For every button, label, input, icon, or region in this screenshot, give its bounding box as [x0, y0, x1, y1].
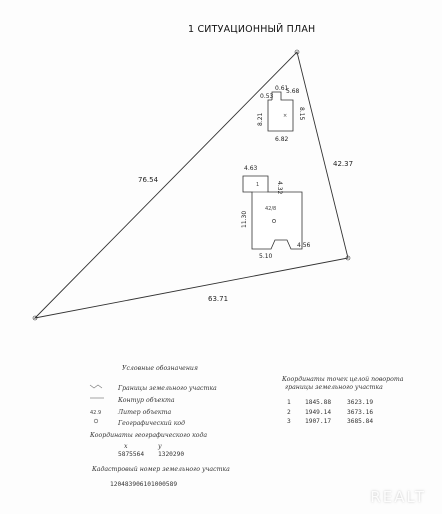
coords-heading-2: границы земельного участка: [285, 384, 383, 391]
legend-item-contour: Контур объекта: [118, 397, 175, 404]
b1-top-a: 0.53: [260, 93, 274, 100]
cadastral-heading: Кадастровый номер земельного участка: [92, 466, 230, 473]
page-title: 1 СИТУАЦИОННЫЙ ПЛАН: [188, 24, 316, 35]
geo-x-value: 5875564: [118, 451, 145, 458]
row-3-n: 3: [287, 418, 291, 425]
legend-symbols: [90, 385, 104, 423]
coords-heading-1: Координаты точек целой поворота: [282, 376, 404, 383]
legend-geo-symbol: [94, 419, 98, 423]
watermark-logo: REALT: [370, 488, 426, 506]
b1-top-c: 5.68: [286, 88, 300, 95]
row-3-x: 1907.17: [305, 418, 332, 425]
b1-left: 8.21: [257, 112, 264, 126]
b2-top: 4.63: [244, 165, 258, 172]
side-left-length: 76.54: [138, 176, 159, 184]
legend-liter-symbol: 42.9: [90, 410, 102, 416]
legend-item-boundary: Границы земельного участка: [118, 385, 217, 392]
b2-left: 11.30: [241, 210, 248, 228]
row-1-y: 3623.19: [347, 399, 374, 406]
row-3-y: 3685.84: [347, 418, 374, 425]
legend-item-liter: Литер объекта: [118, 409, 172, 416]
side-right-length: 42.37: [333, 160, 354, 168]
legend-item-geo: Географический код: [118, 420, 186, 427]
b1-bottom: 6.82: [275, 136, 289, 143]
legend-boundary-symbol: [90, 385, 102, 388]
row-2-x: 1949.14: [305, 409, 332, 416]
b1-top-b: 0.61: [275, 85, 289, 92]
legend-heading: Условные обозначения: [122, 365, 198, 372]
b1-right: 8.15: [298, 107, 305, 121]
b2-label: 42/8: [265, 206, 277, 212]
b2-marker: 1: [256, 182, 260, 188]
row-1-x: 1845.88: [305, 399, 332, 406]
svg-text:×: ×: [283, 113, 288, 119]
b2-side: 4.32: [276, 181, 283, 195]
b2-bottom: 5.10: [259, 253, 273, 260]
building-1: [257, 85, 305, 143]
land-plot-boundary: [35, 52, 348, 318]
b2-right-bottom: 4.56: [297, 242, 311, 249]
geo-y-label: y: [158, 443, 162, 450]
row-2-y: 3673.16: [347, 409, 374, 416]
geo-x-label: x: [124, 443, 128, 450]
row-1-n: 1: [287, 399, 291, 406]
cadastral-value: 120483906101000589: [110, 481, 178, 488]
building-2: [241, 165, 311, 260]
side-bottom-length: 63.71: [208, 295, 229, 303]
geo-y-value: 1320290: [158, 451, 185, 458]
row-2-n: 2: [287, 409, 291, 416]
geo-coords-heading: Координаты географического кода: [90, 432, 208, 439]
